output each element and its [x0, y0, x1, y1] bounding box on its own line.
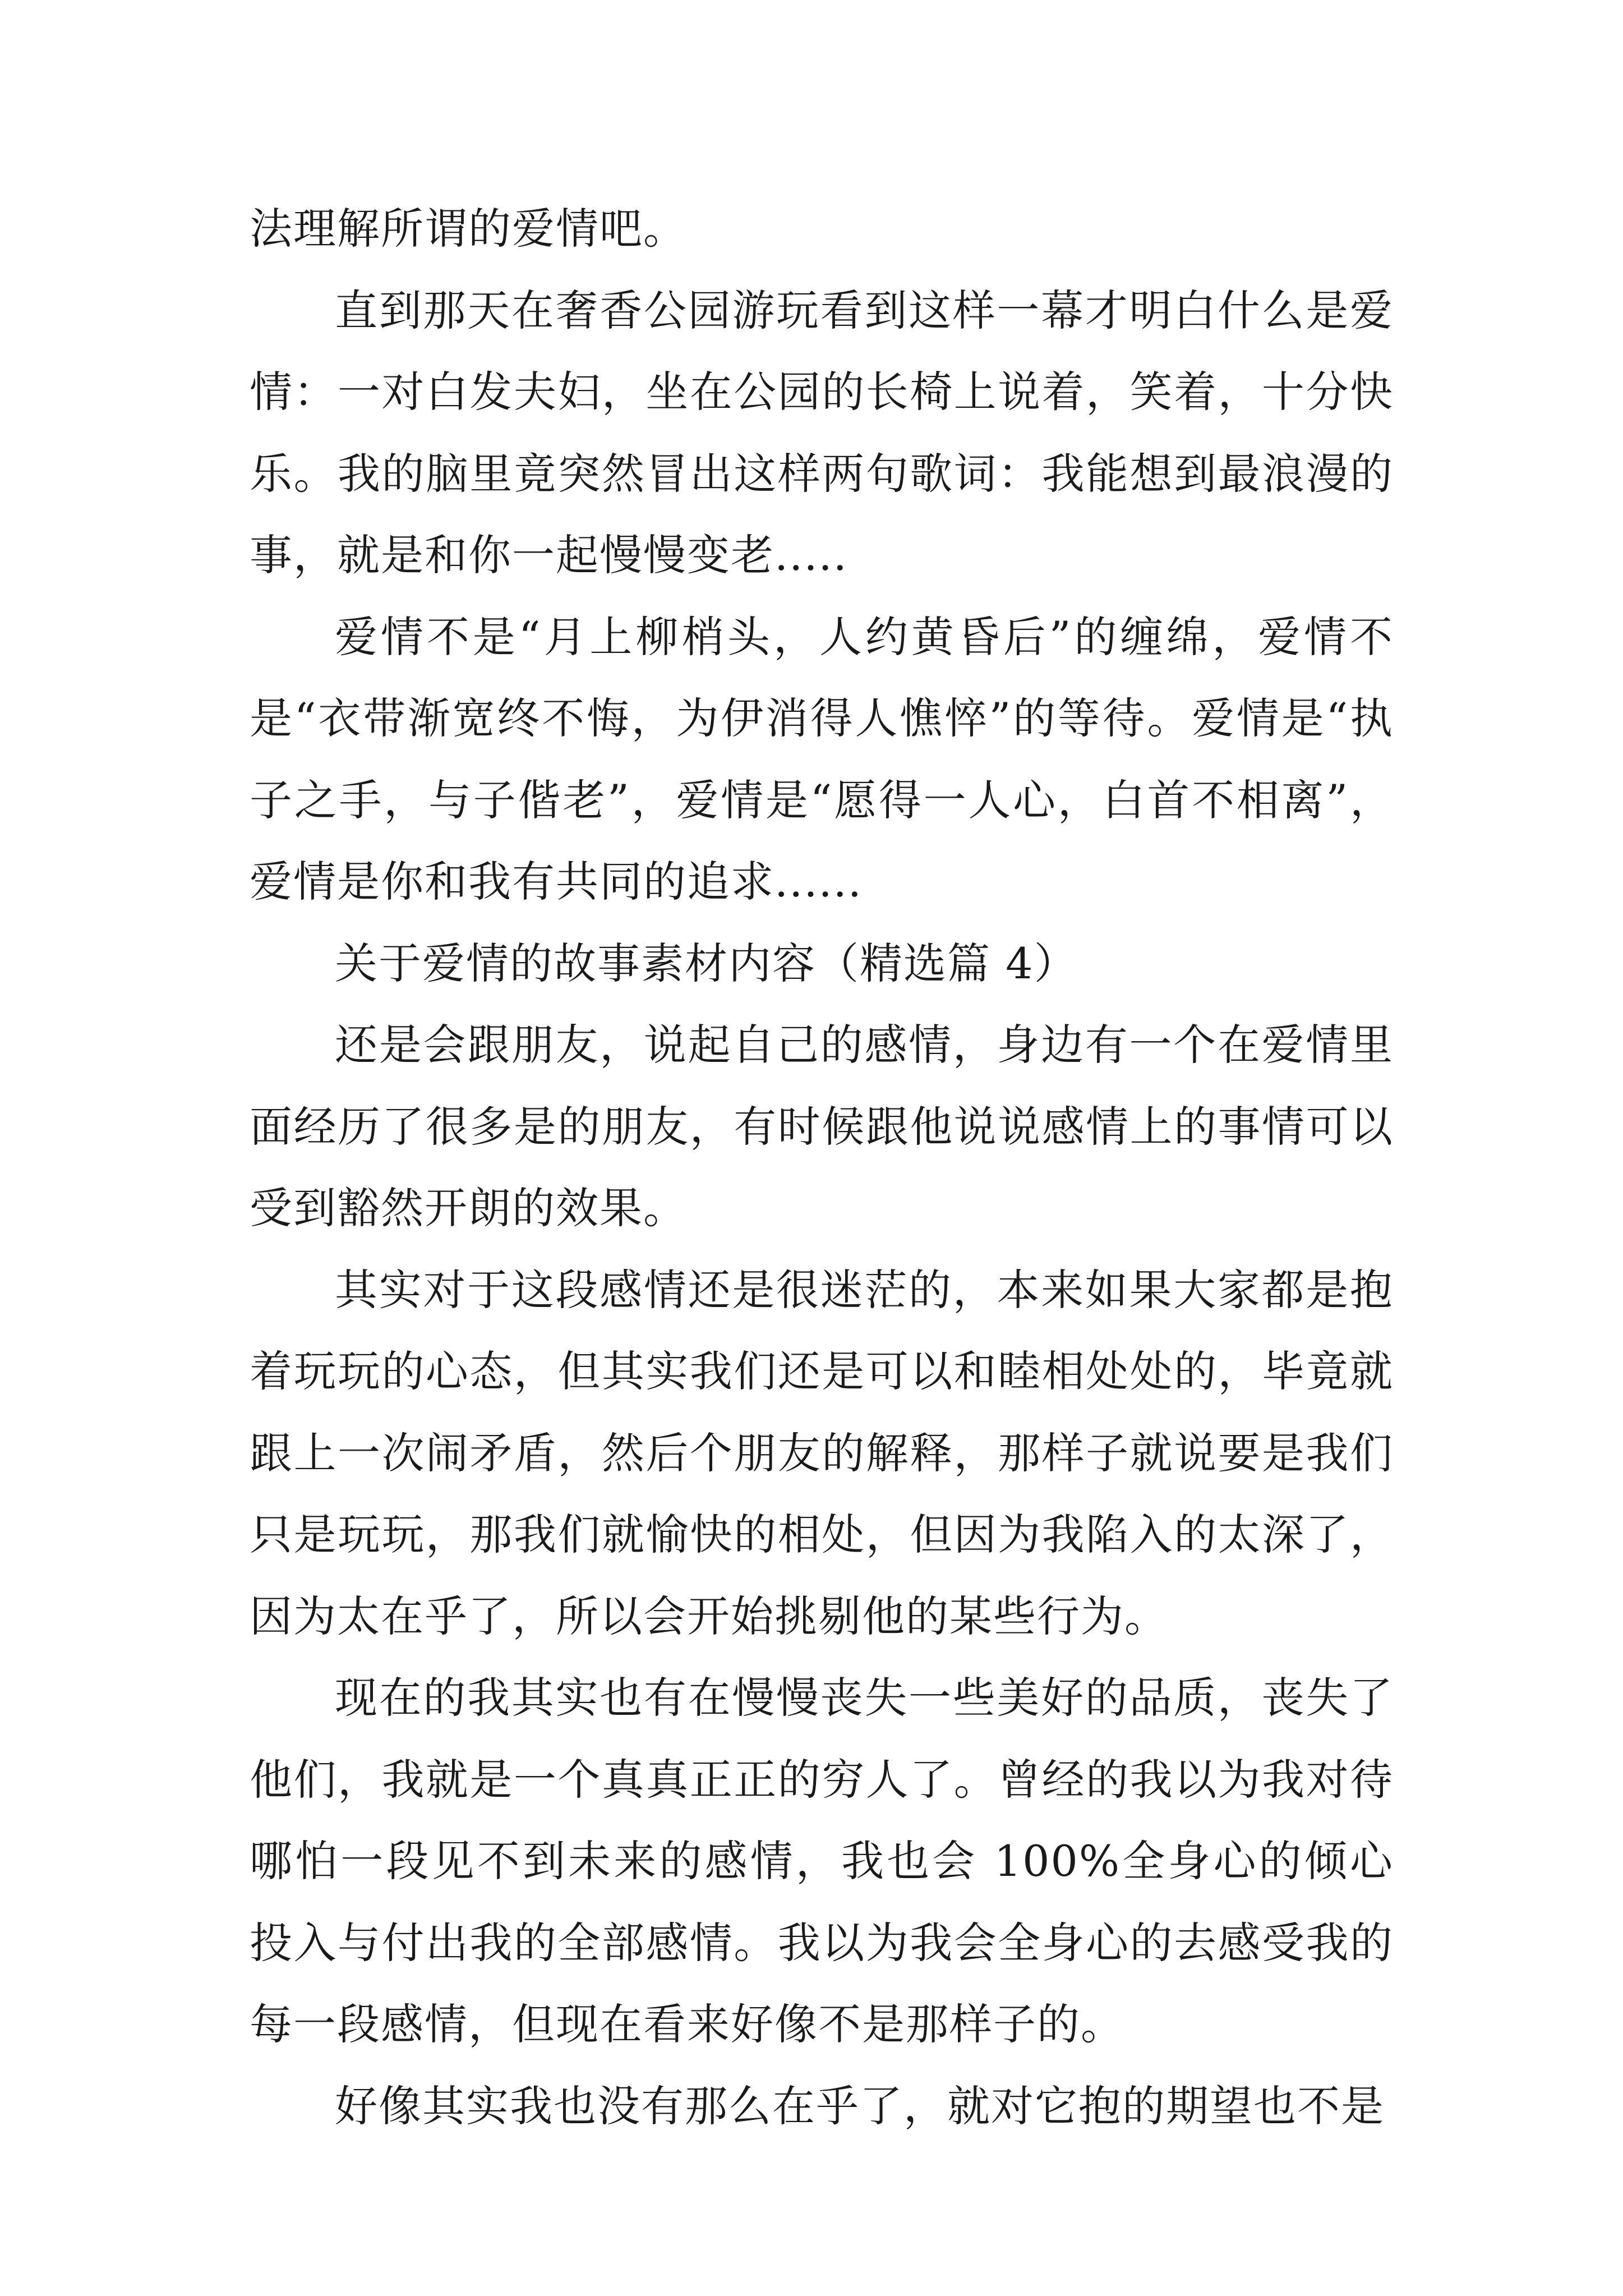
paragraph: 其实对于这段感情还是很迷茫的，本来如果大家都是抱着玩玩的心态，但其实我们还是可以和睦相处处的，毕竟就跟上一次闹矛盾，然后个朋友的解释，那样子就说要是我们只是玩玩，那我们就愉快的相处，但因为我陷入的太深了，因为太在乎了，所以会开始挑剔他的某些行为。	[250, 1264, 1394, 1641]
section-heading: 关于爱情的故事素材内容（精选篇 4）	[335, 938, 1078, 988]
paragraph: 好像其实我也没有那么在乎了，就对它抱的期望也不是	[335, 2081, 1385, 2131]
paragraph: 爱情不是“月上柳梢头，人约黄昏后”的缠绵，爱情不是“衣带渐宽终不悔，为伊消得人憔悴”的等待。爱情是“执子之手，与子偕老”，爱情是“愿得一人心，白首不相离”，爱情是你和我有共同的追求......	[250, 611, 1394, 907]
document-body	[250, 188, 1394, 2147]
paragraph: 还是会跟朋友，说起自己的感情，身边有一个在爱情里面经历了很多是的朋友，有时候跟他说说感情上的事情可以受到豁然开朗的效果。	[250, 1020, 1394, 1233]
paragraph: 现在的我其实也有在慢慢丧失一些美好的品质，丧失了他们，我就是一个真真正正的穷人了。曾经的我以为我对待哪怕一段见不到未来的感情，我也会 100%全身心的倾心投入与付出我的全部感情。我以为我会全身心的去感受我的每一段感情，但现在看来好像不是那样子的。	[250, 1673, 1394, 2049]
paragraph: 直到那天在奢香公园游玩看到这样一幕才明白什么是爱情：一对白发夫妇，坐在公园的长椅上说着，笑着，十分快乐。我的脑里竟突然冒出这样两句歌词：我能想到最浪漫的事，就是和你一起慢慢变老.....	[250, 285, 1394, 580]
paragraph: 法理解所谓的爱情吧。	[250, 204, 687, 254]
